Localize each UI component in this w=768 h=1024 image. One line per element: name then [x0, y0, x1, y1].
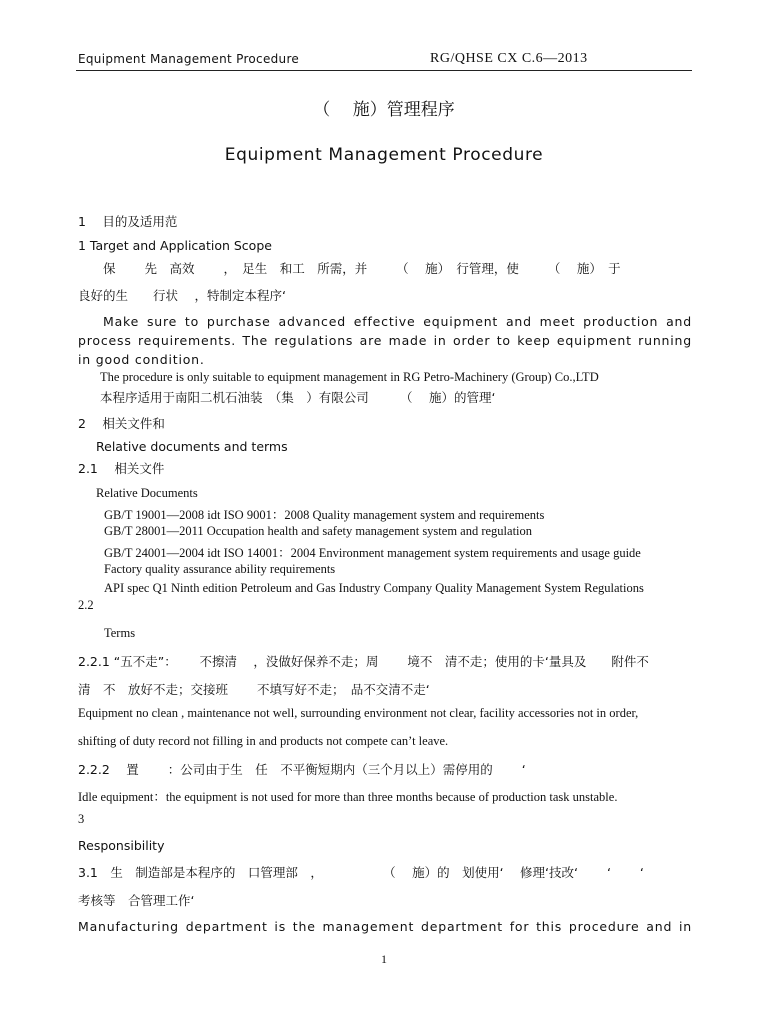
section3-cn-line2: 考核等 合管理工作ʻ: [78, 893, 195, 908]
header-doc-code: RG/QHSE CX C.6—2013: [430, 51, 588, 66]
section1-cn-line2: 良好的生 行状 ，特制定本程序ʻ: [78, 288, 286, 303]
header-title: Equipment Management Procedure: [78, 52, 300, 66]
document-reference-item: GB/T 24001—2004 idt ISO 14001：2004 Environment management system requirements and usage guide: [104, 546, 641, 560]
section1-cn-line1: 保 先 高效 ， 足生 和工 所需，并 （ 施） 行管理，使 （ 施） 于: [103, 261, 621, 276]
document-reference-item: GB/T 28001—2011 Occupation health and safety management system and regulation: [104, 524, 533, 538]
document-reference-item: GB/T 19001—2008 idt ISO 9001：2008 Quality management system and requirements: [104, 508, 545, 522]
section3-en-line: Manufacturing department is the management department for this procedure and in: [78, 919, 692, 934]
term-221-en-line2: shifting of duty record not filling in and products not compete can’t leave.: [78, 734, 449, 748]
header-rule: [76, 70, 692, 71]
section1-heading-en: 1 Target and Application Scope: [78, 238, 272, 253]
section3-number: 3: [78, 812, 85, 826]
section3-heading-en: Responsibility: [78, 838, 165, 853]
term-221-cn-line2: 清 不 放好不走；交接班 不填写好不走； 品不交清不走ʻ: [78, 682, 430, 697]
title-chinese: （ 施）管理程序: [313, 100, 455, 120]
document-reference-item: Factory quality assurance ability requirements: [104, 562, 336, 576]
term-221-en-line1: Equipment no clean , maintenance not well, surrounding environment not clear, facility accessories not in order,: [78, 706, 639, 720]
page-number: 1: [381, 952, 387, 966]
term-222-cn: 2.2.2 置 ：公司由于生 任 不平衡短期内（三个月以上）需停用的 ʻ: [78, 762, 526, 777]
term-222-en: Idle equipment：the equipment is not used for more than three months because of production task unstable.: [78, 790, 618, 804]
subsection22-number: 2.2: [78, 598, 94, 612]
subsection21-heading-cn: 2.1 相关文件: [78, 461, 165, 476]
term-221-cn-line1: 2.2.1 “五不走”： 不擦清 ，没做好保养不走；周 境不 清不走；使用的卡ʻ量具及 附件不: [78, 654, 649, 669]
section1-scope-cn: 本程序适用于南阳二机石油装 （集 ）有限公司 （ 施）的管理ʻ: [100, 390, 496, 405]
title-english: Equipment Management Procedure: [224, 145, 544, 165]
document-reference-item: API spec Q1 Ninth edition Petroleum and Gas Industry Company Quality Management System Regulations: [104, 581, 644, 595]
subsection22-heading-en: Terms: [104, 626, 136, 640]
subsection21-heading-en: Relative Documents: [96, 486, 198, 500]
section2-heading-cn: 2 相关文件和: [78, 416, 165, 431]
section2-heading-en: Relative documents and terms: [96, 439, 288, 454]
section1-scope-en: The procedure is only suitable to equipment management in RG Petro-Machinery (Group) Co.,LTD: [100, 370, 599, 384]
section1-heading-cn: 1 目的及适用范: [78, 214, 178, 229]
section3-cn-line1: 3.1 生 制造部是本程序的 口管理部 ， （ 施）的 划使用ʻ 修理ʻ技改ʻ ʻ ʻ: [78, 865, 644, 880]
section1-english-paragraph: Make sure to purchase advanced effective equipment and meet production and process requirements. The regulations are made in order to keep equipment running in good condition.: [78, 314, 692, 367]
